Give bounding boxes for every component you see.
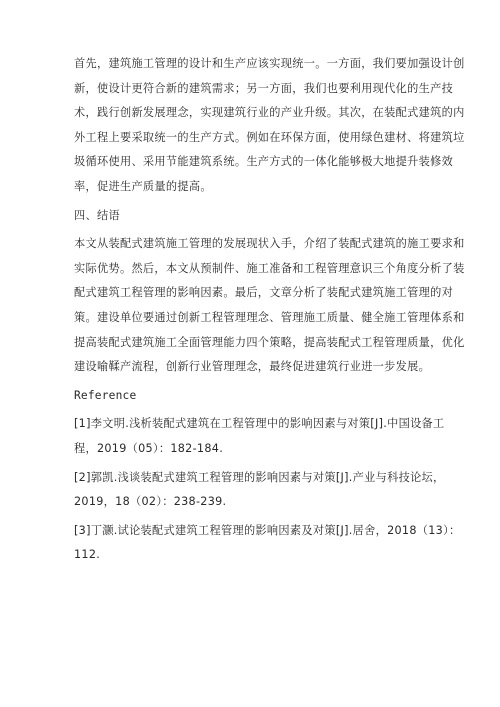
text-line: [2]郭凯.浅谈装配式建筑工程管理的影响因素与对策[J].产业与科技论坛， <box>74 470 445 484</box>
reference-item-2 <box>74 466 445 515</box>
reference-title: Reference <box>74 388 137 402</box>
text-line: 圾循环使用、采用节能建筑系统。生产方式的一体化能够极大地提升装修效 <box>74 155 454 169</box>
reference-item-3 <box>74 519 461 568</box>
text-line: 率，促进生产质量的提高。 <box>74 179 212 193</box>
text-line: 首先，建筑施工管理的设计和生产应该实现统一。一方面，我们要加强设计创 <box>74 57 465 70</box>
body-paragraph-1 <box>74 52 465 200</box>
text-line: 外工程上要采取统一的生产方式。例如在环保方面，使用绿色建材、将建筑垃 <box>74 130 465 144</box>
text-line: 新，使设计更符合新的建筑需求；另一方面，我们也要利用现代化的生产技 <box>74 81 454 95</box>
text-line: 2019，18（02）：238-239. <box>74 495 227 509</box>
reference-item-1 <box>74 412 445 461</box>
text-line: 实际优势。然后，本文从预制件、施工准备和工程管理意识三个角度分析了装 <box>74 261 465 275</box>
text-line: 策。建设单位要通过创新工程管理理念、管理施工质量、健全施工管理体系和 <box>74 310 465 324</box>
section-heading: 四、结语 <box>74 208 120 222</box>
text-line: [3]丁灏.试论装配式建筑工程管理的影响因素及对策[J].居舍，2018（13）： <box>74 523 461 537</box>
text-line: 术，践行创新发展理念，实现建筑行业的产业升级。其次，在装配式建筑的内 <box>74 106 465 120</box>
text-line: [1]李文明.浅析装配式建筑在工程管理中的影响因素与对策[J].中国设备工 <box>74 417 445 431</box>
text-line: 建设喻鞣产流程，创新行业管理理念，最终促进建筑行业进一步发展。 <box>74 360 431 374</box>
body-paragraph-2 <box>74 232 465 380</box>
text-line: 112. <box>74 548 101 562</box>
document-page <box>74 52 465 568</box>
text-line: 程，2019（05）：182-184. <box>74 441 224 455</box>
text-line: 配式建筑工程管理的影响因素。最后，文章分析了装配式建筑施工管理的对 <box>74 286 454 300</box>
text-line: 提高装配式建筑施工全面管理能力四个策略，提高装配式工程管理质量，优化 <box>74 335 465 349</box>
text-line: 本文从装配式建筑施工管理的发展现状入手，介绍了装配式建筑的施工要求和 <box>74 237 465 251</box>
